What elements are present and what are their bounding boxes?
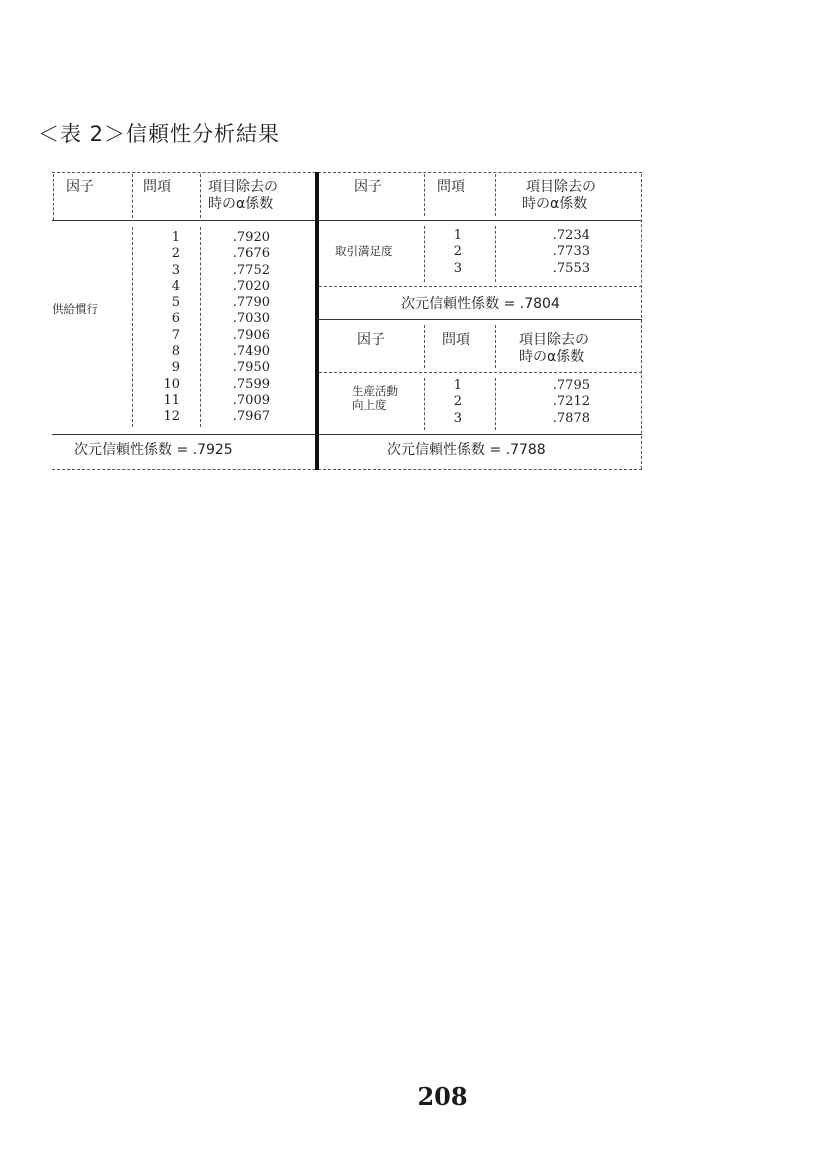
right-block2-top-rule	[319, 319, 642, 320]
page-number: 208	[417, 1082, 468, 1111]
alpha-value: .7030	[232, 311, 270, 327]
alpha-value: .7553	[552, 260, 590, 276]
list-item: 10	[163, 376, 180, 392]
alpha-value: .7234	[552, 228, 590, 243]
alpha-value: .7676	[232, 246, 270, 262]
page-title: ＜表 2＞信頼性分析結果	[38, 122, 281, 146]
alpha-value: .7752	[232, 262, 270, 278]
list-item: 9	[171, 360, 180, 376]
alpha-value: .7490	[232, 344, 270, 360]
right2-item-column	[434, 378, 462, 427]
header-item: 問項	[442, 332, 470, 348]
list-item: 3	[171, 262, 180, 278]
list-item: 11	[163, 392, 180, 408]
right-block2-header-rule	[319, 372, 642, 373]
footer-top-rule	[52, 434, 642, 435]
factor-label: 供給慣行	[52, 302, 98, 316]
list-item: 2	[453, 394, 462, 410]
left-reliability-coefficient: 次元信頼性係数 = .7925	[74, 442, 233, 458]
list-item: 12	[163, 409, 180, 425]
alpha-value: .7599	[232, 376, 270, 392]
list-item: 7	[171, 327, 180, 343]
factor-label: 取引満足度	[335, 244, 393, 258]
header-factor: 因子	[66, 179, 94, 195]
left-outer-border	[53, 174, 54, 220]
table-top-border	[52, 172, 642, 173]
col-sep	[424, 174, 425, 216]
header-alpha-line2: 時のα係数	[519, 349, 585, 365]
alpha-value: .7795	[552, 378, 590, 393]
list-item: 4	[171, 278, 180, 294]
right-outer-border	[641, 174, 642, 469]
right1-item-column	[434, 228, 462, 277]
col-sep	[495, 174, 496, 216]
left-alpha-column	[220, 230, 270, 426]
col-sep	[495, 325, 496, 368]
center-divider	[315, 172, 319, 470]
alpha-value: .7878	[552, 410, 590, 426]
list-item: 1	[453, 378, 462, 393]
list-item: 1	[171, 230, 180, 245]
header-alpha-line1: 項目除去の	[526, 179, 596, 195]
header-alpha-line2: 時のα係数	[208, 196, 274, 212]
list-item: 5	[171, 295, 180, 311]
factor-label-line2: 向上度	[352, 398, 387, 412]
col-sep	[495, 378, 496, 430]
list-item: 2	[453, 244, 462, 260]
left-header-rule	[52, 220, 315, 221]
alpha-value: .7009	[232, 392, 270, 408]
header-alpha-line1: 項目除去の	[208, 179, 278, 195]
list-item: 8	[171, 344, 180, 360]
reliability-table	[52, 172, 642, 470]
right2-alpha-column	[540, 378, 590, 427]
alpha-value: .7790	[232, 295, 270, 311]
col-sep	[200, 227, 201, 427]
right1-alpha-column	[540, 228, 590, 277]
alpha-value: .7950	[232, 360, 270, 376]
right1-reliability-coefficient: 次元信頼性係数 = .7804	[401, 296, 560, 312]
col-sep	[424, 378, 425, 430]
col-sep	[495, 226, 496, 282]
col-sep	[424, 325, 425, 368]
header-item: 問項	[437, 179, 465, 195]
alpha-value: .7967	[232, 409, 270, 425]
header-factor: 因子	[357, 332, 385, 348]
alpha-value: .7733	[552, 244, 590, 260]
left-item-column	[142, 230, 180, 426]
table-bottom-border	[52, 469, 642, 470]
right2-reliability-coefficient: 次元信頼性係数 = .7788	[387, 442, 546, 458]
alpha-value: .7920	[232, 230, 270, 245]
list-item: 1	[453, 228, 462, 243]
right-block1-rule	[319, 286, 642, 287]
list-item: 6	[171, 311, 180, 327]
col-sep	[424, 226, 425, 282]
col-sep	[200, 174, 201, 218]
right-header-rule	[319, 220, 642, 221]
alpha-value: .7020	[232, 278, 270, 294]
header-alpha-line2: 時のα係数	[522, 196, 588, 212]
list-item: 3	[453, 410, 462, 426]
header-alpha-line1: 項目除去の	[519, 332, 589, 348]
list-item: 2	[171, 246, 180, 262]
header-item: 問項	[143, 179, 171, 195]
alpha-value: .7212	[552, 394, 590, 410]
factor-label-line1: 生産活動	[352, 384, 398, 398]
header-factor: 因子	[354, 179, 382, 195]
col-sep	[132, 174, 133, 218]
list-item: 3	[453, 260, 462, 276]
alpha-value: .7906	[232, 327, 270, 343]
col-sep	[132, 227, 133, 427]
